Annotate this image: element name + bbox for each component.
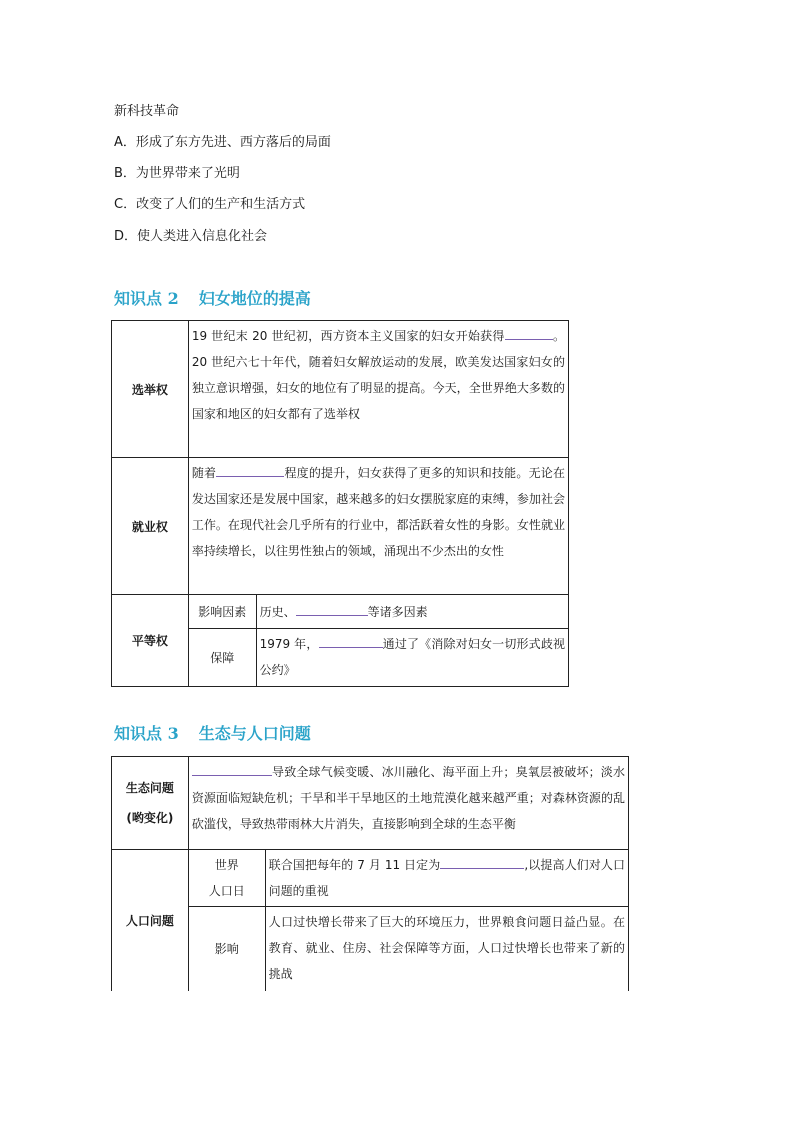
impact-label: 影响	[188, 907, 265, 991]
day-label-line1: 世界	[214, 858, 239, 872]
job-text-a: 随着	[191, 466, 217, 480]
section2-title: 妇女地位的提高	[198, 289, 311, 308]
day-label-line2: 人口日	[208, 884, 245, 898]
section2-heading	[114, 286, 311, 309]
vote-cell	[188, 321, 568, 458]
guarantee-text-b: 通过了《消除对妇女一切形式歧视公约》	[259, 637, 565, 677]
section3-title: 生态与人口问题	[198, 724, 311, 743]
population-day-label	[188, 850, 265, 907]
factor-cell	[256, 595, 568, 629]
fill-blank[interactable]	[505, 325, 553, 340]
vote-text-b: 。20 世纪六七十年代，随着妇女解放运动的发展，欧美发达国家妇女的独立意识增强，妇女的地位有了明显的提高。今天，全世界绝大多数的国家和地区的妇女都有了选举权	[191, 329, 565, 421]
vote-label: 选举权	[112, 321, 189, 458]
eco-label-line1: 生态问题	[125, 781, 174, 795]
guarantee-label: 保障	[188, 629, 256, 687]
factor-text-b: 等诸多因素	[367, 604, 428, 619]
question-stem: 新科技革命	[114, 104, 180, 119]
guarantee-text-a: 1979 年，	[259, 637, 319, 651]
fill-blank[interactable]	[440, 854, 524, 869]
table-row	[112, 458, 569, 595]
section3-heading	[114, 721, 311, 744]
fill-blank[interactable]	[319, 633, 383, 648]
table-row	[112, 850, 629, 907]
table-row	[112, 907, 629, 991]
option-d: D．使人类进入信息化社会	[114, 229, 268, 244]
table-row	[112, 595, 569, 629]
equality-label: 平等权	[112, 595, 189, 687]
table-row	[112, 321, 569, 458]
table-row	[112, 757, 629, 850]
option-b: B．为世界带来了光明	[114, 166, 240, 181]
job-text-b: 程度的提升，妇女获得了更多的知识和技能。无论在发达国家还是发展中国家，越来越多的妇女摆脱家庭的束缚，参加社会工作。在现代社会几乎所有的行业中，都活跃着女性的身影。女性就业率持续增长，以往男性独占的领域，涌现出不少杰出的女性	[191, 466, 565, 558]
fill-blank[interactable]	[192, 761, 272, 776]
eco-label-line2: (哟变化)	[126, 811, 174, 825]
eco-population-table	[111, 756, 629, 991]
section2-number: 知识点 2	[114, 289, 179, 308]
job-label: 就业权	[112, 458, 189, 595]
eco-text: 导致全球气候变暖、冰川融化、海平面上升；臭氧层被破坏；淡水资源面临短缺危机；干旱和半干旱地区的土地荒漠化越来越严重；对森林资源的乱砍滥伐，导致热带雨林大片消失，直接影响到全球的生态平衡	[191, 765, 625, 831]
job-cell	[188, 458, 568, 595]
guarantee-cell	[256, 629, 568, 687]
eco-label	[112, 757, 189, 850]
impact-cell: 人口过快增长带来了巨大的环境压力，世界粮食问题日益凸显。在教育、就业、住房、社会保障等方面，人口过快增长也带来了新的挑战	[265, 907, 628, 991]
option-a: A．形成了东方先进、西方落后的局面	[114, 135, 331, 150]
option-c: C．改变了人们的生产和生活方式	[114, 197, 306, 212]
day-text-b: ,以提高人们对人口问题的重视	[268, 858, 625, 898]
population-label: 人口问题	[112, 850, 189, 991]
fill-blank[interactable]	[216, 462, 284, 477]
factor-text-a: 历史、	[259, 604, 296, 619]
day-text-a: 联合国把每年的 7 月 11 日定为	[268, 858, 441, 872]
section3-number: 知识点 3	[114, 724, 179, 743]
vote-text-a: 19 世纪末 20 世纪初，西方资本主义国家的妇女开始获得	[191, 329, 505, 343]
factor-label: 影响因素	[188, 595, 256, 629]
population-day-cell	[265, 850, 628, 907]
fill-blank[interactable]	[296, 601, 368, 616]
eco-cell	[188, 757, 628, 850]
women-status-table	[111, 320, 569, 687]
